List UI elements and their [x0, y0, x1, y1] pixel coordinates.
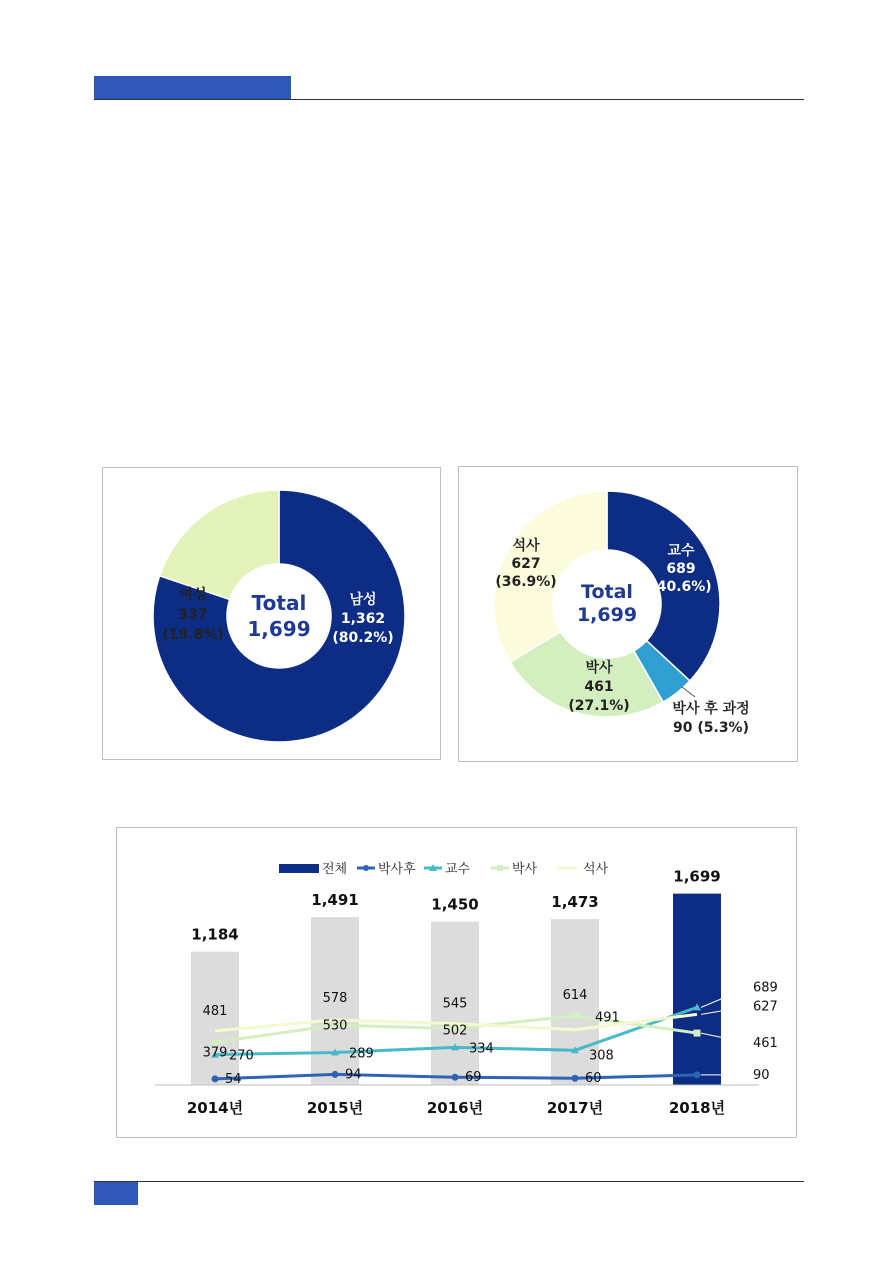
role-donut-chart: [459, 467, 797, 761]
legend-label-total: 전체: [322, 862, 348, 877]
data-label-professor-3: 308: [589, 1048, 614, 1064]
x-tick-label-0: 2014년: [186, 1099, 244, 1117]
data-label-professor-1: 289: [349, 1046, 374, 1062]
slice-label-professor-percent: (40.6%): [650, 579, 712, 595]
legend-label-phd: 박사: [512, 862, 538, 877]
data-label-phd-2: 502: [442, 1023, 468, 1039]
legend-label-master: 석사: [583, 862, 609, 877]
point-postdoc-1: [332, 1071, 339, 1078]
role-center-title: Total: [581, 581, 633, 603]
slice-label-male-count: 1,362: [340, 611, 386, 627]
footer-rule: [94, 1181, 804, 1182]
data-label-professor-0: 270: [229, 1048, 254, 1064]
role-donut-panel: [458, 466, 798, 762]
slice-label-male-percent: (80.2%): [332, 630, 394, 646]
legend-swatch-total: [279, 864, 319, 873]
data-label-phd-4: 461: [753, 1036, 778, 1052]
slice-label-master-percent: (36.9%): [495, 574, 557, 590]
slice-label-phd-percent: (27.1%): [568, 698, 630, 714]
slice-label-professor-count: 689: [666, 561, 696, 577]
postdoc-leader-line: [682, 687, 695, 697]
legend-marker-phd: [497, 865, 503, 871]
bar-total-label-4: 1,699: [673, 867, 721, 886]
point-phd-4: [694, 1030, 701, 1037]
trend-chart-panel: [116, 827, 797, 1138]
gender-center-title: Total: [251, 591, 307, 615]
data-label-postdoc-3: 60: [585, 1071, 602, 1087]
data-label-professor-4: 689: [753, 980, 778, 996]
slice-label-male-name: 남성: [349, 592, 377, 608]
point-postdoc-0: [212, 1075, 219, 1082]
data-label-phd-3: 614: [562, 987, 588, 1003]
data-label-master-1: 578: [322, 990, 348, 1006]
x-tick-label-3: 2017년: [546, 1099, 604, 1117]
role-center-value: 1,699: [576, 604, 638, 626]
legend-label-postdoc: 박사후: [378, 862, 416, 877]
header-rule: [94, 99, 804, 100]
x-tick-label-2: 2016년: [426, 1099, 484, 1117]
slice-label-master-name: 석사: [512, 538, 540, 554]
slice-label-female-name: 여성: [179, 587, 207, 603]
gender-center-value: 1,699: [247, 617, 311, 641]
point-postdoc-4: [694, 1071, 701, 1078]
slice-label-female-percent: (19.8%): [162, 627, 224, 643]
gender-donut-chart: [103, 468, 440, 759]
bar-total-4: [673, 894, 721, 1085]
data-label-master-4: 627: [753, 999, 778, 1015]
footer-accent-tab: [94, 1181, 138, 1205]
data-label-professor-2: 334: [469, 1041, 494, 1057]
x-tick-label-1: 2015년: [306, 1099, 364, 1117]
data-label-postdoc-2: 69: [465, 1070, 482, 1086]
data-label-postdoc-0: 54: [225, 1071, 242, 1087]
x-tick-label-4: 2018년: [668, 1099, 726, 1117]
gender-donut-panel: [102, 467, 441, 760]
trend-bar-line-chart: [117, 828, 796, 1137]
bar-total-label-1: 1,491: [311, 891, 359, 910]
data-label-master-2: 545: [442, 996, 468, 1012]
point-phd-3: [572, 1012, 579, 1019]
legend-label-professor: 교수: [445, 862, 471, 877]
slice-label-professor-name: 교수: [667, 543, 695, 559]
slice-label-postdoc-count: 90 (5.3%): [673, 720, 749, 736]
slice-label-postdoc-name: 박사 후 과정: [672, 701, 750, 717]
data-label-phd-0: 379: [202, 1045, 228, 1061]
header-accent-tab: [94, 76, 291, 100]
slice-label-master-count: 627: [511, 556, 541, 572]
bar-total-label-3: 1,473: [551, 893, 599, 912]
legend: [279, 861, 609, 877]
slice-label-phd-name: 박사: [585, 660, 613, 676]
bar-total-label-2: 1,450: [431, 895, 479, 914]
slice-label-phd-count: 461: [584, 679, 614, 695]
bar-total-label-0: 1,184: [191, 925, 239, 944]
point-postdoc-2: [452, 1074, 459, 1081]
data-label-master-0: 481: [202, 1003, 228, 1019]
slice-label-female-count: 337: [178, 607, 208, 623]
legend-marker-postdoc: [363, 865, 369, 871]
data-label-postdoc-1: 94: [345, 1067, 362, 1083]
data-label-postdoc-4: 90: [753, 1067, 770, 1083]
data-label-phd-1: 530: [322, 1018, 348, 1034]
point-postdoc-3: [572, 1075, 579, 1082]
data-label-master-3: 491: [595, 1010, 620, 1026]
